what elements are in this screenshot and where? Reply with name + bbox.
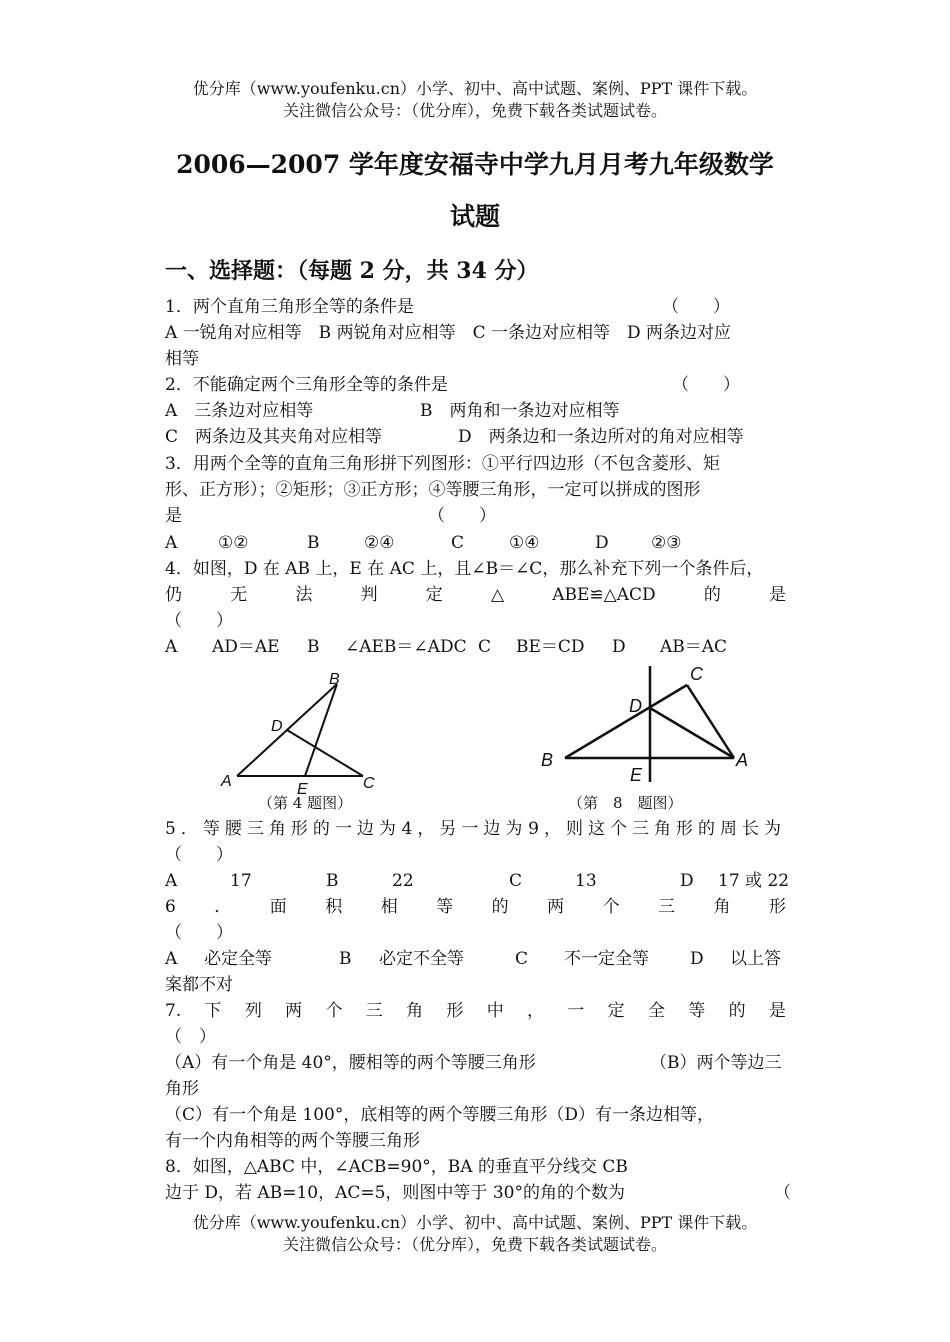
q4-opt-a-label: A	[165, 637, 178, 657]
q3-opt-b: ②④	[364, 533, 395, 553]
q5-opt-d: 17 或 22	[718, 871, 790, 891]
figure-q8	[535, 656, 765, 788]
q7-option-c: （C）有一个角是 100°，底相等的两个等腰三角形（D）有一条边相等，	[165, 1105, 714, 1125]
q1-answer-paren: （ ）	[662, 297, 730, 317]
q7-word: 定	[607, 1001, 625, 1021]
q7-word: 中	[486, 1001, 504, 1021]
q6-word: 相	[380, 897, 398, 917]
q4-word: 的	[703, 585, 721, 605]
q6-word: 的	[491, 897, 509, 917]
q6-opt-c: 不一定全等	[564, 949, 649, 969]
q6-opt-b-label: B	[339, 949, 352, 969]
figure-q8-caption: （第 8 题图）	[568, 794, 683, 812]
q6-word: 形	[768, 897, 786, 917]
q5-opt-b-label: B	[326, 871, 339, 891]
q4-opt-d-label: D	[612, 637, 626, 657]
q2-answer-paren: （ ）	[672, 375, 740, 395]
q7-option-b: （B）两个等边三	[650, 1053, 782, 1073]
figure-q4	[215, 668, 385, 798]
label-c: C	[690, 664, 703, 684]
q4-word: 是	[769, 585, 786, 605]
q5-part: 9，则这个三角形的周长为	[528, 819, 786, 839]
q5-opt-b: 22	[392, 871, 414, 891]
q7-word: 下	[204, 1001, 222, 1021]
q3-opt-b-label: B	[307, 533, 320, 553]
q1-options: A 一锐角对应相等 B 两锐角对应相等 C 一条边对应相等 D 两条边对应	[165, 323, 732, 343]
q5-part: 5．等腰三角形的一边为	[165, 819, 401, 839]
q4-word: 判	[360, 585, 378, 605]
q6-word: 两	[547, 897, 565, 917]
q5-opt-a: 17	[230, 871, 252, 891]
segment-bc	[565, 685, 687, 758]
q2-option-b: B 两角和一条边对应相等	[420, 401, 620, 421]
q7-word: 形	[446, 1001, 464, 1021]
q5-line-1	[165, 818, 786, 840]
q4-opt-b: ∠AEB＝∠ADC	[345, 637, 467, 657]
footer-line-1: 优分库（www.youfenku.cn）小学、初中、高中试题、案例、PPT 课件下载。	[192, 1213, 758, 1232]
q7-word: 个	[325, 1001, 343, 1021]
q7-word: 是	[768, 1001, 786, 1021]
q6-line-1	[165, 896, 786, 918]
q6-word: 6	[165, 897, 176, 917]
q5-opt-a-label: A	[165, 871, 178, 891]
q6-opt-c-label: C	[515, 949, 529, 969]
q1-options-cont: 相等	[165, 349, 199, 369]
segment-dc	[287, 730, 363, 776]
q6-word: 面	[269, 897, 287, 917]
q6-word: 等	[436, 897, 454, 917]
q3-line-1: 3．用两个全等的直角三角形拼下列图形：①平行四边形（不包含菱形、矩	[165, 454, 720, 474]
q6-opt-a: 必定全等	[204, 949, 272, 969]
q4-answer-paren: （ ）	[165, 611, 233, 631]
label-a: A	[736, 750, 749, 770]
header-line-2: 关注微信公众号：（优分库），免费下载各类试题试卷。	[282, 101, 667, 120]
q4-opt-c-label: C	[478, 637, 492, 657]
label-d: D	[629, 696, 642, 716]
q7-word: 的	[728, 1001, 746, 1021]
q1-stem: 1．两个直角三角形全等的条件是	[165, 297, 414, 317]
q5-opt-c: 13	[575, 871, 597, 891]
q2-stem: 2．不能确定两个三角形全等的条件是	[165, 375, 448, 395]
q7-word: 一	[567, 1001, 585, 1021]
q4-word: △	[490, 585, 505, 605]
q3-opt-c-label: C	[451, 533, 465, 553]
q4-opt-a: AD＝AE	[212, 637, 280, 657]
q7-answer-paren: （ ）	[165, 1027, 216, 1047]
q5-opt-d-label: D	[680, 871, 694, 891]
q7-word: 角	[406, 1001, 424, 1021]
q7-line-1	[165, 1000, 786, 1022]
q8-answer-paren: （	[774, 1183, 791, 1203]
q4-word: 定	[425, 585, 443, 605]
q5-part: 4，另一边为	[401, 819, 528, 839]
q8-line-1: 8．如图，△ABC 中，∠ACB=90°，BA 的垂直平分线交 CB	[165, 1157, 628, 1177]
q2-option-c: C 两条边及其夹角对应相等	[165, 427, 383, 447]
q3-opt-a-label: A	[165, 533, 178, 553]
header-line-1: 优分库（www.youfenku.cn）小学、初中、高中试题、案例、PPT 课件下载。	[192, 79, 758, 98]
q8-line-2: 边于 D，若 AB=10，AC=5，则图中等于 30°的角的个数为	[165, 1183, 625, 1203]
q7-word: ，	[527, 1001, 545, 1021]
figure-q4-caption: （第 4 题图）	[258, 794, 353, 812]
q6-opt-d: 以上答	[730, 949, 781, 969]
q4-line-2	[165, 584, 786, 606]
q7-option-a: （A）有一个角是 40°，腰相等的两个等腰三角形	[165, 1053, 536, 1073]
q6-word: 角	[713, 897, 731, 917]
q5-answer-paren: （ ）	[165, 845, 233, 865]
q7-word: 列	[244, 1001, 262, 1021]
q4-word: ABE≌△ACD	[552, 585, 656, 605]
segment-ca	[687, 685, 734, 758]
q7-word: 7.	[165, 1001, 182, 1021]
q6-opt-b: 必定不全等	[379, 949, 464, 969]
q7-option-d-cont: 有一个内角相等的两个等腰三角形	[165, 1131, 420, 1151]
q4-opt-b-label: B	[307, 637, 320, 657]
q6-word: 个	[602, 897, 620, 917]
footer-line-2: 关注微信公众号：（优分库），免费下载各类试题试卷。	[282, 1235, 667, 1254]
label-e: E	[630, 765, 643, 785]
q3-line-2: 形、正方形）；②矩形；③正方形；④等腰三角形，一定可以拼成的图形	[165, 480, 701, 500]
q6-opt-a-label: A	[165, 949, 178, 969]
q7-word: 等	[688, 1001, 706, 1021]
q7-word: 全	[647, 1001, 665, 1021]
q3-opt-d-label: D	[595, 533, 609, 553]
q4-word: 无	[230, 585, 248, 605]
q3-answer-paren: （ ）	[428, 506, 496, 526]
q6-answer-paren: （ ）	[165, 923, 233, 943]
q3-opt-c: ①④	[509, 533, 540, 553]
q6-word: 三	[658, 897, 676, 917]
label-a: A	[221, 773, 232, 790]
q4-word: 法	[295, 585, 313, 605]
label-e: E	[297, 781, 308, 798]
q4-line-1: 4．如图，D 在 AB 上，E 在 AC 上，且∠B＝∠C，那么补充下列一个条件后，	[165, 559, 764, 579]
q4-word: 仍	[165, 585, 182, 605]
q7-option-b-cont: 角形	[165, 1079, 199, 1099]
q2-option-d: D 两条边和一条边所对的角对应相等	[458, 427, 744, 447]
q4-opt-d: AB＝AC	[660, 637, 728, 657]
q6-opt-d-cont: 案都不对	[165, 975, 233, 995]
section-heading: 一、选择题：（每题 2 分，共 34 分）	[165, 258, 539, 284]
q6-word: 积	[325, 897, 343, 917]
q2-option-a: A 三条边对应相等	[165, 401, 314, 421]
label-b: B	[541, 750, 554, 770]
q6-opt-d-label: D	[690, 949, 704, 969]
q3-opt-d: ②③	[651, 533, 682, 553]
label-c: C	[363, 775, 375, 792]
label-d: D	[271, 718, 283, 735]
q3-line-3: 是	[165, 506, 182, 526]
page-title: 2006—2007 学年度安福寺中学九月月考九年级数学	[176, 150, 774, 179]
page-title-cont: 试题	[449, 202, 500, 231]
q7-word: 两	[285, 1001, 303, 1021]
label-b: B	[329, 671, 340, 688]
q3-opt-a: ①②	[218, 533, 249, 553]
segment-da	[650, 708, 734, 758]
q5-opt-c-label: C	[509, 871, 523, 891]
q6-word: ．	[214, 897, 232, 917]
q7-word: 三	[365, 1001, 383, 1021]
q4-opt-c: BE＝CD	[516, 637, 585, 657]
